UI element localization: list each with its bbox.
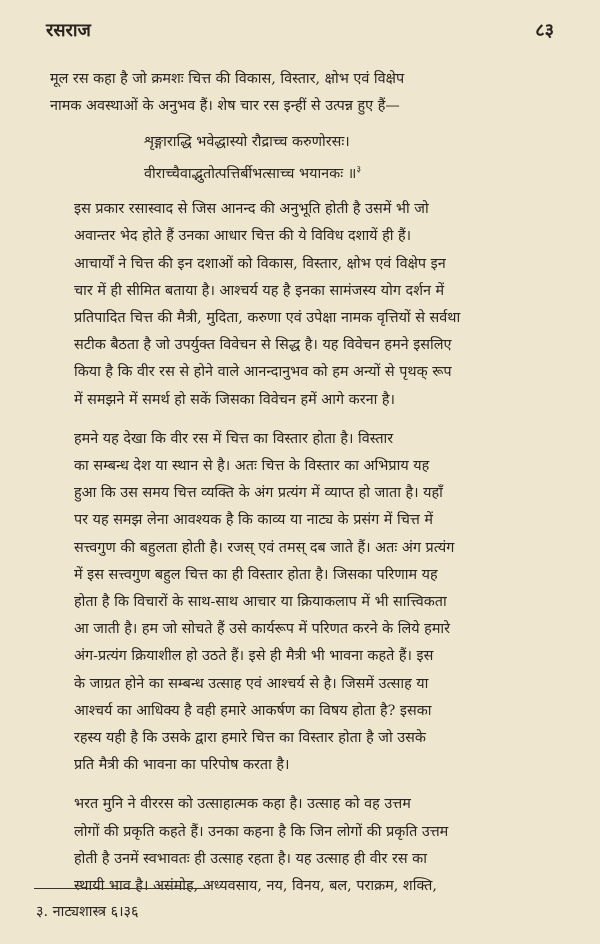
paragraph-1	[50, 66, 556, 120]
running-title: रसराज	[46, 20, 91, 41]
text-line: किया है कि वीर रस से होने वाले आनन्दानुभव को हम अन्यों से पृथक् रूप	[74, 364, 452, 381]
text-line: इस प्रकार रसास्वाद से जिस आनन्द की अनुभूति होती है उसमें भी जो	[74, 201, 429, 218]
text-line: नामक अवस्थाओं के अनुभव हैं। शेष चार रस इन्हीं से उत्पन्न हुए हैं—	[50, 98, 400, 115]
text-body	[50, 66, 556, 900]
text-line: चार में ही सीमित बताया है। आश्चर्य यह है इनका सामंजस्य योग दर्शन में	[74, 282, 445, 299]
text-line: स्थायी भाव है। असंमोह, अध्यवसाय, नय, विनय, बल, पराक्रम, शक्ति,	[74, 878, 437, 895]
verse-line-1: शृङ्गाराद्धि भवेद्धास्यो रौद्राच्च करुणोरसः।	[144, 134, 350, 151]
text-line: होता है कि विचारों के साथ-साथ आचार या क्रियाकलाप में भी सात्त्विकता	[74, 594, 447, 611]
text-line: हुआ कि उस समय चित्त व्यक्ति के अंग प्रत्यंग में व्याप्त हो जाता है। यहाँ	[74, 485, 443, 502]
text-line: में समझने में समर्थ हो सकें जिसका विवेचन हमें आगे करना है।	[74, 391, 395, 408]
text-line: सटीक बैठता है जो उपर्युक्त विवेचन से सिद्ध है। यह विवेचन हमने इसलिए	[74, 337, 452, 354]
text-line: हमने यह देखा कि वीर रस में चित्त का विस्तार होता है। विस्तार	[74, 430, 394, 447]
verse-line-2	[144, 156, 556, 188]
sanskrit-verse	[144, 128, 556, 188]
text-line: मूल रस कहा है जो क्रमशः चित्त की विकास, विस्तार, क्षोभ एवं विक्षेप	[50, 71, 405, 87]
text-line: पर यह समझ लेना आवश्यक है कि काव्य या नाट्य के प्रसंग में चित्त में	[74, 512, 433, 529]
text-line: के जाग्रत होने का सम्बन्ध उत्साह एवं आश्चर्य से है। जिसमें उत्साह या	[74, 675, 429, 692]
text-line: अवान्तर भेद होते हैं उनका आधार चित्त की ये विविध दशायें ही हैं।	[74, 228, 412, 245]
footnote: ३. नाट्यशास्त्र ६।३६	[36, 904, 139, 920]
text-line: प्रतिपादित चित्त की मैत्री, मुदिता, करुणा एवं उपेक्षा नामक वृत्तियों से सर्वथा	[74, 310, 461, 327]
paragraph-2	[50, 196, 556, 414]
paragraph-3	[50, 426, 556, 780]
text-line: सत्त्वगुण की बहुलता होती है। रजस् एवं तमस् दब जाते हैं। अतः अंग प्रत्यंग	[74, 539, 455, 556]
text-line: अंग-प्रत्यंग क्रियाशील हो उठते हैं। इसे ही मैत्री भी भावना कहते हैं। इस	[74, 648, 434, 665]
text-line: में इस सत्त्वगुण बहुल चित्त का ही विस्तार होता है। जिसका परिणाम यह	[74, 566, 438, 583]
text-line: आ जाती है। हम जो सोचते हैं उसे कार्यरूप में परिणत करने के लिये हमारे	[74, 621, 451, 638]
page-number: ८३	[535, 20, 554, 41]
text-line: का सम्बन्ध देश या स्थान से है। अतः चित्त के विस्तार का अभिप्राय यह	[74, 458, 430, 475]
paragraph-4	[50, 791, 556, 900]
text-line: प्रति मैत्री की भावना का परिपोष करता है।	[74, 757, 290, 774]
text-line: लोगों की प्रकृति कहते हैं। उनका कहना है कि जिन लोगों की प्रकृति उत्तम	[74, 823, 449, 840]
footnote-divider	[34, 888, 210, 889]
text-line: भरत मुनि ने वीररस को उत्साहात्मक कहा है। उत्साह को वह उत्तम	[74, 796, 411, 813]
running-header	[46, 18, 554, 46]
footnote-reference: ३	[356, 165, 362, 176]
verse-line-2-text: वीराच्चैवाद्भुतोत्पत्तिर्बीभत्साच्च भयानकः ॥	[144, 166, 357, 183]
text-line: आचार्यों ने चित्त की इन दशाओं को विकास, विस्तार, क्षोभ एवं विक्षेप इन	[74, 255, 446, 272]
text-line: रहस्य यही है कि उसके द्वारा हमारे चित्त का विस्तार होता है जो उसके	[74, 730, 426, 747]
text-line: होती है उनमें स्वभावतः ही उत्साह रहता है। यह उत्साह ही वीर रस का	[74, 850, 427, 867]
text-line: आश्चर्य का आधिक्य है वही हमारे आकर्षण का विषय होता है? इसका	[74, 702, 432, 719]
